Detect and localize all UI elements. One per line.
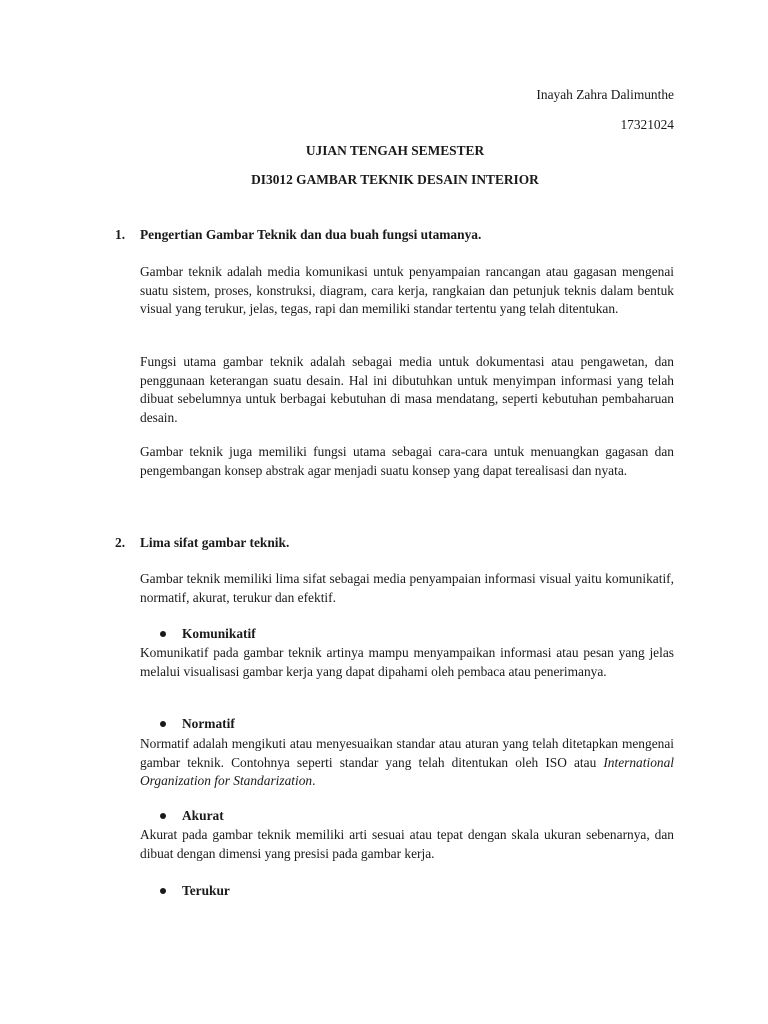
bullet-dot-icon <box>160 631 166 637</box>
section-2-title: Lima sifat gambar teknik. <box>140 535 290 550</box>
normatif-text-italic: International Organization for Standarization <box>140 754 674 789</box>
bullet-dot-icon <box>160 721 166 727</box>
bullet-dot-icon <box>160 888 166 894</box>
bullet-komunikatif <box>160 626 256 642</box>
bullet-label: Komunikatif <box>182 626 256 641</box>
bullet-dot-icon <box>160 813 166 819</box>
section-1-paragraph-1: Gambar teknik adalah media komunikasi untuk penyampaian rancangan atau gagasan mengenai suatu sistem, proses, konstruksi, diagram, cara kerja, rangkaian dan petunjuk teknis dalam bentuk visual yang terukur, jelas, tegas, rapi dan memiliki standar tertentu yang telah ditentukan. <box>140 264 674 317</box>
section-2-heading <box>115 535 289 551</box>
komunikatif-text: Komunikatif pada gambar teknik artinya mampu menyampaikan informasi atau pesan yang jelas melalui visualisasi gambar kerja yang dapat dipahami oleh pembaca atau penerimanya. <box>140 645 674 679</box>
section-1-paragraph-3: Gambar teknik juga memiliki fungsi utama sebagai cara-cara untuk menuangkan gagasan dan pengembangan konsep abstrak agar menjadi suatu konsep yang dapat terealisasi dan nyata. <box>140 444 674 478</box>
document-title: UJIAN TENGAH SEMESTER <box>305 143 485 158</box>
course-title: DI3012 GAMBAR TEKNIK DESAIN INTERIOR <box>251 172 539 187</box>
section-1-number: 1. <box>115 227 126 242</box>
author-name: Inayah Zahra Dalimunthe <box>536 87 674 102</box>
section-1-heading <box>115 227 481 243</box>
bullet-terukur <box>160 883 230 899</box>
bullet-akurat <box>160 808 224 824</box>
section-2-intro: Gambar teknik memiliki lima sifat sebagai media penyampaian informasi visual yaitu komunikatif, normatif, akurat, terukur dan efektif. <box>140 571 674 605</box>
section-2-number: 2. <box>115 535 126 550</box>
normatif-text <box>140 735 674 791</box>
bullet-label: Normatif <box>182 716 235 731</box>
normatif-text-a: Normatif adalah mengikuti atau menyesuaikan standar atau aturan yang telah ditetapkan mengenai gambar teknik. Contohnya seperti standar yang telah ditentukan oleh ISO atau <box>140 736 674 770</box>
section-1-paragraph-2: Fungsi utama gambar teknik adalah sebagai media untuk dokumentasi atau pengawetan, dan penggunaan keterangan suatu desain. Hal ini dibutuhkan untuk menyimpan informasi yang telah dibuat sebelumnya untuk berbagai kebutuhan di masa mendatang, seperti kebutuhan pembaharuan desain. <box>140 354 674 425</box>
bullet-label: Akurat <box>182 808 224 823</box>
student-id: 17321024 <box>620 117 674 132</box>
bullet-label: Terukur <box>182 883 230 898</box>
section-1-title: Pengertian Gambar Teknik dan dua buah fungsi utamanya. <box>140 227 482 242</box>
bullet-normatif <box>160 716 235 732</box>
akurat-text: Akurat pada gambar teknik memiliki arti sesuai atau tepat dengan skala ukuran sebenarnya, dan dibuat dengan dimensi yang presisi pada gambar kerja. <box>140 827 674 861</box>
normatif-text-b: . <box>312 773 316 789</box>
